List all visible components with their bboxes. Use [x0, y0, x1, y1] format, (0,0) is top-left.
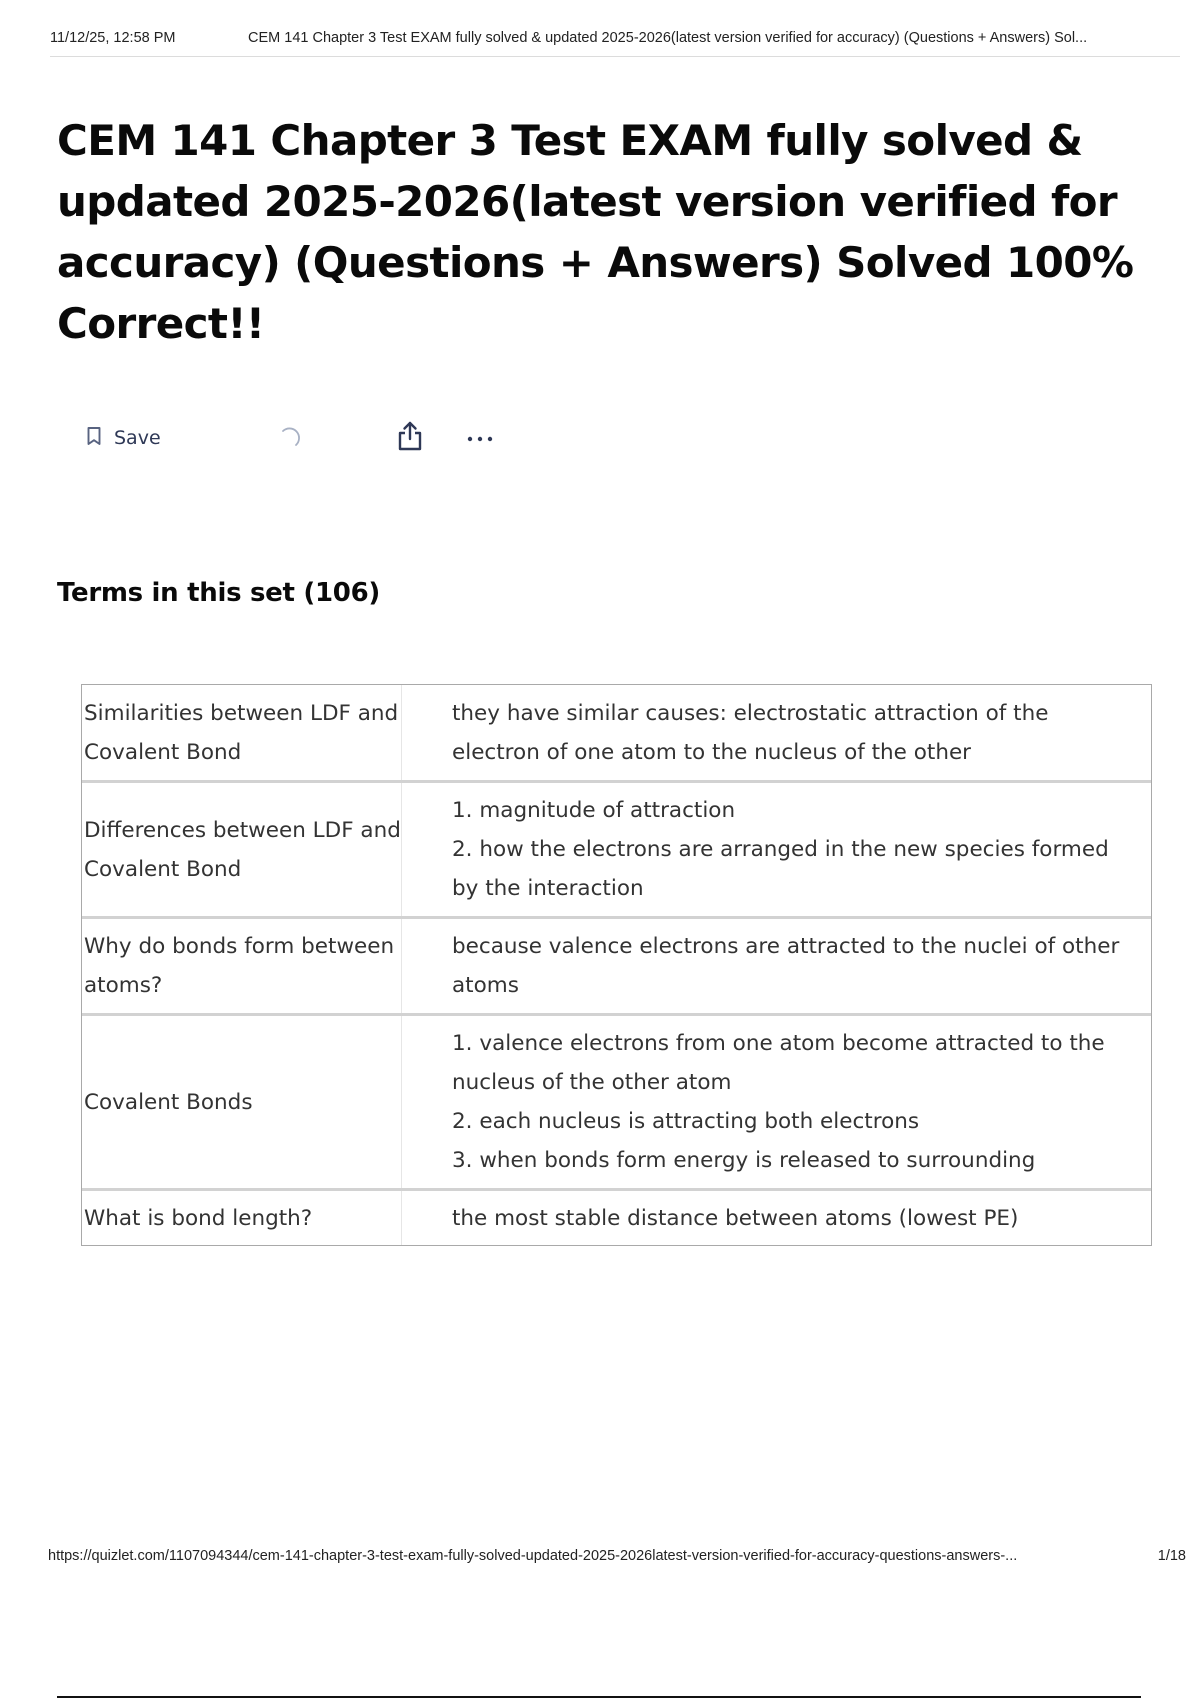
- set-toolbar: [86, 420, 526, 456]
- more-options-icon: [466, 429, 496, 448]
- term-word: What is bond length?: [82, 1191, 402, 1245]
- term-definition: [402, 1016, 1151, 1188]
- term-row: [82, 1013, 1151, 1188]
- loading-spinner-icon: [279, 420, 303, 456]
- print-header-title: CEM 141 Chapter 3 Test EXAM fully solved & updated 2025-2026(latest version verified for accuracy) (Questions + Answers) Sol...: [248, 30, 1088, 46]
- print-datetime: 11/12/25, 12:58 PM: [50, 30, 176, 46]
- term-row: [82, 916, 1151, 1013]
- definition-text: 1. magnitude of attraction 2. how the electrons are arranged in the new species formed by the interaction: [452, 798, 1109, 901]
- term-word: Why do bonds form between atoms?: [82, 919, 402, 1013]
- definition-text: 1. valence electrons from one atom become attracted to the nucleus of the other atom 2. each nucleus is attracting both electrons 3. when bonds form energy is released to surrounding: [452, 1031, 1105, 1173]
- definition-text: they have similar causes: electrostatic attraction of the electron of one atom to the nucleus of the other: [452, 700, 1049, 765]
- term-row: [82, 1188, 1151, 1245]
- term-row: [82, 685, 1151, 780]
- definition-text: the most stable distance between atoms (lowest PE): [452, 1205, 1019, 1231]
- terms-section-heading: Terms in this set (106): [57, 578, 380, 608]
- print-footer: [48, 1548, 1186, 1570]
- more-options-button[interactable]: [466, 420, 496, 456]
- term-definition: [402, 1191, 1151, 1245]
- save-button[interactable]: [86, 420, 161, 456]
- bookmark-icon: [86, 426, 102, 450]
- term-word: Differences between LDF and Covalent Bond: [82, 783, 402, 916]
- print-header: [50, 28, 1180, 57]
- term-definition: [402, 685, 1151, 780]
- page-indicator: 1/18: [1157, 1548, 1186, 1564]
- bottom-divider: [57, 1696, 1141, 1698]
- term-definition: [402, 783, 1151, 916]
- term-definition: [402, 919, 1151, 1013]
- print-footer-url: https://quizlet.com/1107094344/cem-141-chapter-3-test-exam-fully-solved-updated-2025-2026latest-version-verified-for-accuracy-questions-answers-...: [48, 1548, 1018, 1564]
- share-icon: [396, 420, 424, 456]
- page-title: CEM 141 Chapter 3 Test EXAM fully solved & updated 2025-2026(latest version verified for accuracy) (Questions + Answers) Solved 100% Correct!!: [57, 116, 1134, 348]
- share-button[interactable]: [396, 420, 424, 456]
- term-word: Covalent Bonds: [82, 1016, 402, 1188]
- save-label: Save: [114, 427, 161, 449]
- term-row: [82, 780, 1151, 916]
- term-word: Similarities between LDF and Covalent Bond: [82, 685, 402, 780]
- definition-text: because valence electrons are attracted to the nuclei of other atoms: [452, 934, 1120, 998]
- terms-table: [81, 684, 1152, 1246]
